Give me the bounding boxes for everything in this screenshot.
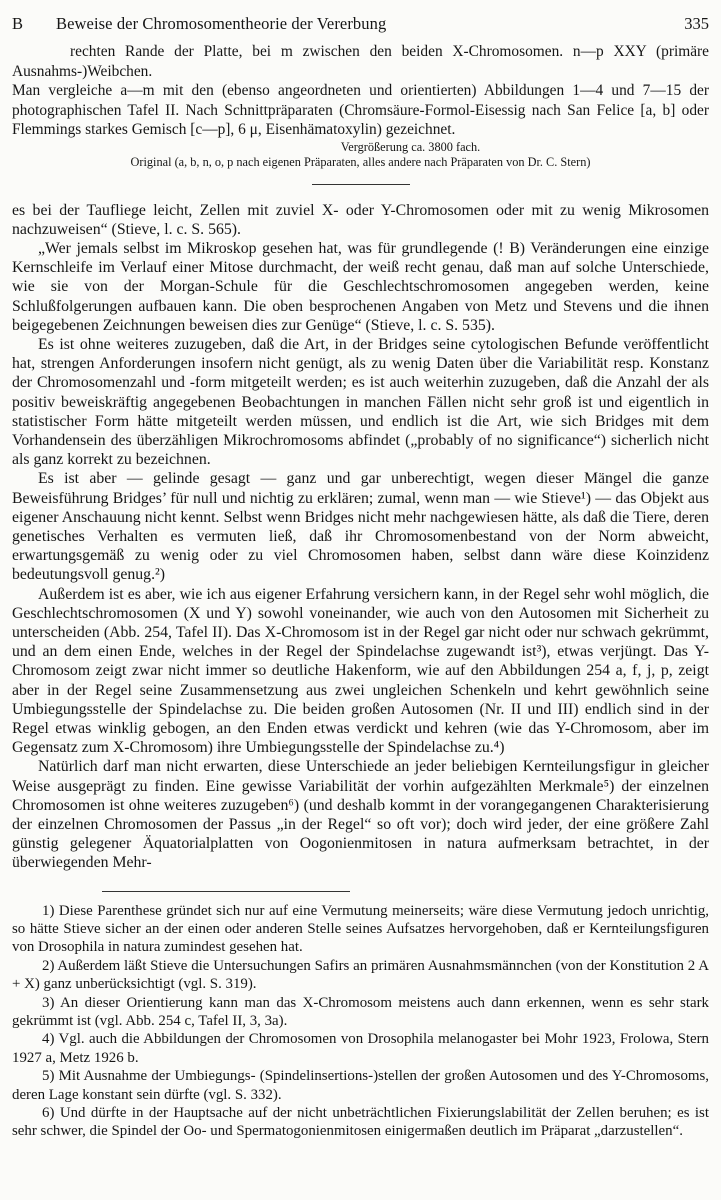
caption-line: Man vergleiche a—m mit den (ebenso angeordneten und orientierten) Abbildungen 1—4 und 7—15 der photographischen Tafel II. Nach Schnittpräparaten (Chromsäure-Formol-Eisessig nach San Felice [a, b] oder Flemmings starkes Gemisch [c—p], 6 μ, Eisenhämatoxylin) gezeichnet. <box>12 82 709 138</box>
footnote: 3) An dieser Orientierung kann man das X-Chromosom meistens auch dann erkennen, wenn es sehr stark gekrümmt ist (vgl. Abb. 254 c, Tafel II, 3, 3a). <box>12 994 709 1030</box>
paragraph: Es ist aber — gelinde gesagt — ganz und gar unberechtigt, wegen dieser Mängel die ganze Beweisführung Bridges’ für null und nichtig zu erklären; zumal, wenn man — wie Stieve¹) — das Objekt aus eigener Anschauung nicht kennt. Selbst wenn Bridges nicht mehr nachgewiesen hätte, als daß die Tiere, deren genetisches Verhalten es vermuten ließ, daß ihr Chromosomenbestand von der Norm abweicht, erwartungsgemäß zu wenig oder zu viel Chromosomen haben, selbst dann wäre diese Koinzidenz bedeutungsvoll genug.²) <box>12 470 709 584</box>
caption-line: rechten Rande der Platte, bei m zwischen den beiden X-Chromosomen. n—p XXY (primäre Ausnahms-)Weibchen. <box>12 43 709 80</box>
footnote-divider <box>102 891 350 892</box>
origin-note: Original (a, b, n, o, p nach eigenen Präparaten, alles andere nach Präparaten von Dr. C. Stern) <box>130 154 591 169</box>
footnote: 4) Vgl. auch die Abbildungen der Chromosomen von Drosophila melanogaster bei Mohr 1923, Frolowa, Stern 1927 a, Metz 1926 b. <box>12 1031 709 1066</box>
running-header <box>12 14 709 42</box>
header-letter: B <box>12 14 24 33</box>
footnotes <box>12 902 709 1141</box>
footnote: 2) Außerdem läßt Stieve die Untersuchungen Safirs an primären Ausnahmsmännchen (von der Konstitution 2 A + X) ganz unberücksichtigt (vgl. S. 319). <box>12 957 709 993</box>
magnification-note: Vergrößerung ca. 3800 fach. <box>340 139 481 154</box>
paragraph: Außerdem ist es aber, wie ich aus eigener Erfahrung versichern kann, in der Regel sehr wohl möglich, die Geschlechtschromosomen (X und Y) sowohl voneinander, wie auch von den Autosomen mit Sicherheit zu unterscheiden (Abb. 254, Tafel II). Das X-Chromosom ist in der Regel gar nicht oder nur schwach gekrümmt, und an dem einen Ende, welches in der Regel der Spindelachse zugewandt ist³), etwas verjüngt. Das Y-Chromosom zeigt zwar nicht immer so deutliche Hakenform, wie auf den Abbildungen 254 a, f, j, p, zeigt aber in der Regel seine Zusammensetzung aus zwei ungleichen Schenkeln und kehrt gewöhnlich seine Umbiegungsstelle der Spindelachse zu. Die beiden großen Autosomen (Nr. II und III) endlich sind in der Regel etwas winklig gebogen, an den Enden etwas verdickt und kehren (wie das Y-Chromosom, aber im Gegensatz zum X-Chromosom) ihre Umbiegungsstelle der Spindelachse zu.⁴) <box>12 585 709 757</box>
footnote: 5) Mit Ausnahme der Umbiegungs- (Spindelinsertions-)stellen der großen Autosomen und des Y-Chromosoms, deren Lage konstant sein dürfte (vgl. S. 332). <box>12 1068 709 1103</box>
section-divider <box>312 184 410 185</box>
running-title: Beweise der Chromosomentheorie der Vererbung <box>56 14 387 33</box>
main-text <box>12 201 709 873</box>
paragraph: Es ist ohne weiteres zuzugeben, daß die Art, in der Bridges seine cytologischen Befunde veröffentlicht hat, strengen Anforderungen insofern nicht genügt, als zu wenig Daten über die Variabilität resp. Konstanz der Chromosomenzahl und -form mitgeteilt werden; es ist auch weiterhin zuzugeben, daß die Anzahl der als positiv beweiskräftig angegebenen Beobachtungen in manchen Fällen nicht sehr groß ist und eigentlich in statistischer Form hätte mitgeteilt werden müssen, und endlich ist die Art, wie sich Bridges mit dem Vorhandensein des überzähligen Mikrochromosoms abfindet („probably of no significance“) sicherlich nicht als ganz korrekt zu bezeichnen. <box>12 335 709 469</box>
paragraph: Natürlich darf man nicht erwarten, diese Unterschiede an jeder beliebigen Kernteilungsfigur in gleicher Weise ausgeprägt zu finden. Eine gewisse Variabilität der vorhin aufgezählten Merkmale⁵) der einzelnen Chromosomen ist ohne weiteres zuzugeben⁶) (und deshalb kommt in der vorangegangenen Charakterisierung der einzelnen Chromosomen der Passus „in der Regel“ so oft vor); doch wird jeder, der eine größere Zahl günstig gelegener Äquatorialplatten von Oogonienmitosen in natura aufmerksam betrachtet, in der überwiegenden Mehr- <box>12 758 709 872</box>
paragraph: „Wer jemals selbst im Mikroskop gesehen hat, was für grundlegende (! B) Veränderungen eine einzige Kernschleife im Verlauf einer Mitose durchmacht, der weiß recht genau, daß man auf solche Unterschiede, wie sie von der Morgan-Schule für die Geschlechtschromosomen angegeben werden, keine Schlußfolgerungen aufbauen kann. Die oben besprochenen Angaben von Metz und Stevens und die ihnen beigegebenen Zeichnungen beweisen dies zur Genüge“ (Stieve, l. c. S. 535). <box>12 239 709 334</box>
paragraph: es bei der Taufliege leicht, Zellen mit zuviel X- oder Y-Chromosomen oder mit zu wenig Mikrosomen nachzuweisen“ (Stieve, l. c. S. 565). <box>12 201 709 238</box>
footnote: 1) Diese Parenthese gründet sich nur auf eine Vermutung meinerseits; wäre diese Vermutung jedoch unrichtig, so hätte Stieve sicher an der einen oder anderen Stelle seines Aufsatzes hervorgehoben, daß er Kernteilungsfiguren von Drosophila in natura zumindest gesehen hat. <box>12 902 709 956</box>
footnote: 6) Und dürfte in der Hauptsache auf der nicht unbeträchtlichen Fixierungslabilität der Zellen beruhen; es ist sehr schwer, die Spindel der Oo- und Spermatogonienmitosen einigermaßen deutlich im Präparat „darzustellen“. <box>12 1105 709 1140</box>
caption-meta <box>12 140 709 170</box>
page-number: 335 <box>684 14 709 33</box>
figure-caption <box>12 42 709 140</box>
